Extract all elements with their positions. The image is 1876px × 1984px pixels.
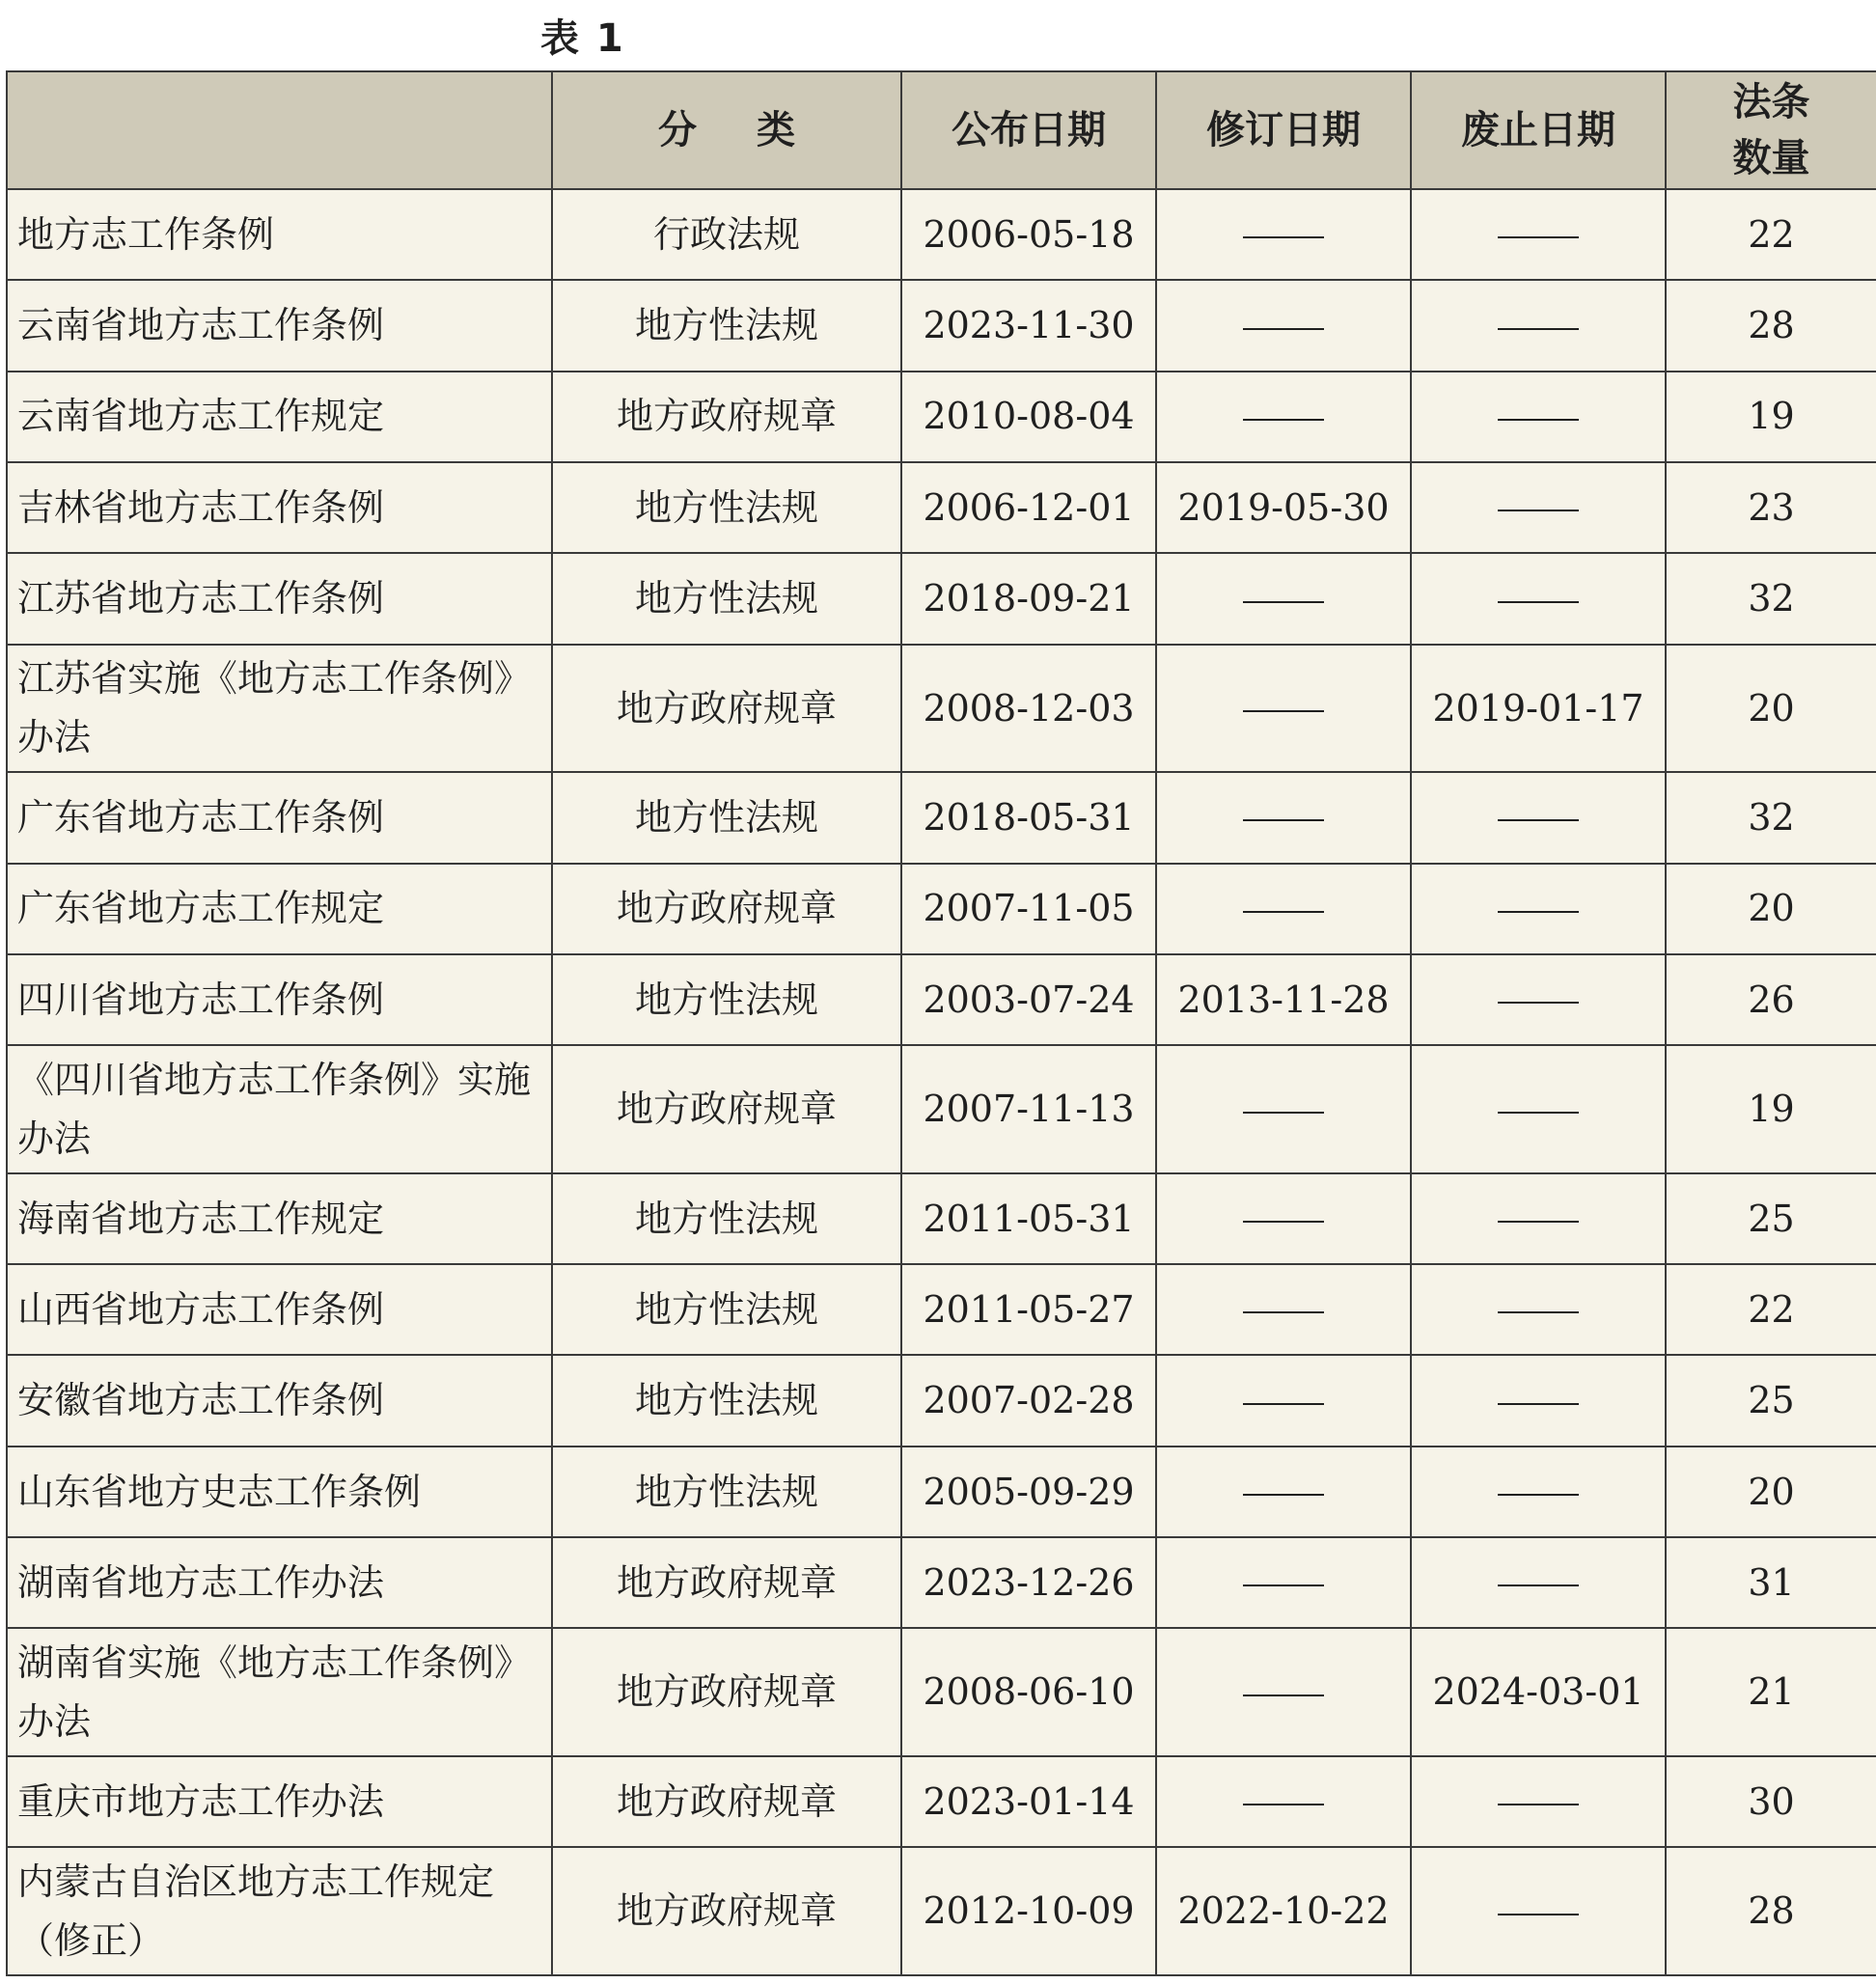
cell-name: 云南省地方志工作条例: [7, 280, 552, 371]
table-row: [7, 280, 1876, 371]
empty-dash: [1243, 1221, 1324, 1223]
empty-dash: [1498, 510, 1579, 511]
cell-published-date: 2008-06-10: [901, 1628, 1156, 1756]
cell-article-count: 19: [1666, 372, 1876, 462]
header-name: [7, 71, 552, 189]
empty-dash: [1498, 236, 1579, 238]
cell-article-count: 19: [1666, 1045, 1876, 1173]
cell-name: 山西省地方志工作条例: [7, 1264, 552, 1355]
cell-repealed-date: [1411, 1264, 1666, 1355]
empty-dash: [1243, 911, 1324, 913]
cell-published-date: 2007-02-28: [901, 1355, 1156, 1446]
cell-revised-date: [1156, 553, 1411, 644]
cell-revised-date: 2013-11-28: [1156, 954, 1411, 1045]
table-row: [7, 1447, 1876, 1537]
empty-dash: [1498, 1311, 1579, 1313]
header-article-count-line1: 法条: [1732, 80, 1810, 124]
cell-article-count: 31: [1666, 1537, 1876, 1628]
cell-category: 地方政府规章: [552, 372, 901, 462]
table-title: 表 1: [540, 16, 625, 61]
table-row: [7, 462, 1876, 553]
cell-revised-date: [1156, 772, 1411, 863]
cell-published-date: 2011-05-27: [901, 1264, 1156, 1355]
header-published-date: 公布日期: [901, 71, 1156, 189]
empty-dash: [1243, 1695, 1324, 1696]
empty-dash: [1498, 1914, 1579, 1915]
cell-article-count: 20: [1666, 645, 1876, 773]
table-row: [7, 553, 1876, 644]
cell-category: 地方性法规: [552, 553, 901, 644]
cell-repealed-date: [1411, 462, 1666, 553]
cell-repealed-date: [1411, 1756, 1666, 1847]
cell-published-date: 2023-01-14: [901, 1756, 1156, 1847]
header-article-count: [1666, 71, 1876, 189]
cell-published-date: 2007-11-05: [901, 864, 1156, 954]
empty-dash: [1243, 328, 1324, 330]
header-category-label: 分 类: [658, 108, 818, 152]
cell-article-count: 32: [1666, 772, 1876, 863]
cell-article-count: 22: [1666, 189, 1876, 280]
cell-category: 地方政府规章: [552, 1628, 901, 1756]
empty-dash: [1243, 1403, 1324, 1405]
table-row: [7, 954, 1876, 1045]
cell-name: 内蒙古自治区地方志工作规定（修正）: [7, 1847, 552, 1975]
table-row: [7, 772, 1876, 863]
cell-article-count: 28: [1666, 280, 1876, 371]
cell-name: 广东省地方志工作条例: [7, 772, 552, 863]
cell-revised-date: 2019-05-30: [1156, 462, 1411, 553]
cell-repealed-date: [1411, 864, 1666, 954]
table-row: [7, 1045, 1876, 1173]
cell-repealed-date: [1411, 1173, 1666, 1264]
cell-name: 江苏省实施《地方志工作条例》办法: [7, 645, 552, 773]
cell-repealed-date: [1411, 1847, 1666, 1975]
empty-dash: [1243, 236, 1324, 238]
cell-article-count: 21: [1666, 1628, 1876, 1756]
table-row: [7, 1173, 1876, 1264]
cell-name: 安徽省地方志工作条例: [7, 1355, 552, 1446]
empty-dash: [1498, 1403, 1579, 1405]
cell-article-count: 20: [1666, 864, 1876, 954]
cell-article-count: 23: [1666, 462, 1876, 553]
cell-revised-date: [1156, 1756, 1411, 1847]
cell-published-date: 2023-12-26: [901, 1537, 1156, 1628]
cell-revised-date: [1156, 1264, 1411, 1355]
regulations-table: [6, 70, 1876, 1976]
empty-dash: [1243, 1112, 1324, 1114]
cell-published-date: 2007-11-13: [901, 1045, 1156, 1173]
cell-revised-date: [1156, 1537, 1411, 1628]
cell-category: 地方性法规: [552, 1447, 901, 1537]
empty-dash: [1498, 1804, 1579, 1805]
cell-category: 地方性法规: [552, 1355, 901, 1446]
cell-name: 广东省地方志工作规定: [7, 864, 552, 954]
cell-name: 海南省地方志工作规定: [7, 1173, 552, 1264]
cell-repealed-date: [1411, 189, 1666, 280]
cell-article-count: 22: [1666, 1264, 1876, 1355]
header-revised-date: 修订日期: [1156, 71, 1411, 189]
empty-dash: [1498, 1112, 1579, 1114]
header-category: [552, 71, 901, 189]
cell-published-date: 2003-07-24: [901, 954, 1156, 1045]
empty-dash: [1498, 819, 1579, 821]
cell-name: 《四川省地方志工作条例》实施办法: [7, 1045, 552, 1173]
cell-repealed-date: 2024-03-01: [1411, 1628, 1666, 1756]
cell-repealed-date: [1411, 1355, 1666, 1446]
cell-name: 四川省地方志工作条例: [7, 954, 552, 1045]
cell-revised-date: 2022-10-22: [1156, 1847, 1411, 1975]
cell-category: 地方性法规: [552, 1264, 901, 1355]
empty-dash: [1243, 819, 1324, 821]
empty-dash: [1243, 601, 1324, 603]
table-row: [7, 1355, 1876, 1446]
cell-category: 地方政府规章: [552, 645, 901, 773]
cell-revised-date: [1156, 1045, 1411, 1173]
table-row: [7, 189, 1876, 280]
empty-dash: [1498, 1221, 1579, 1223]
cell-name: 重庆市地方志工作办法: [7, 1756, 552, 1847]
cell-published-date: 2008-12-03: [901, 645, 1156, 773]
cell-revised-date: [1156, 1447, 1411, 1537]
cell-name: 地方志工作条例: [7, 189, 552, 280]
cell-category: 行政法规: [552, 189, 901, 280]
cell-repealed-date: [1411, 1045, 1666, 1173]
cell-published-date: 2018-05-31: [901, 772, 1156, 863]
cell-article-count: 28: [1666, 1847, 1876, 1975]
empty-dash: [1498, 1494, 1579, 1496]
empty-dash: [1243, 1804, 1324, 1805]
cell-revised-date: [1156, 1355, 1411, 1446]
cell-category: 地方政府规章: [552, 1537, 901, 1628]
cell-article-count: 32: [1666, 553, 1876, 644]
cell-category: 地方政府规章: [552, 1756, 901, 1847]
cell-revised-date: [1156, 645, 1411, 773]
empty-dash: [1243, 419, 1324, 421]
table-row: [7, 645, 1876, 773]
empty-dash: [1498, 601, 1579, 603]
cell-repealed-date: [1411, 372, 1666, 462]
cell-repealed-date: [1411, 280, 1666, 371]
cell-repealed-date: [1411, 954, 1666, 1045]
cell-article-count: 25: [1666, 1355, 1876, 1446]
empty-dash: [1243, 1584, 1324, 1586]
header-repealed-date: 废止日期: [1411, 71, 1666, 189]
cell-published-date: 2005-09-29: [901, 1447, 1156, 1537]
cell-repealed-date: [1411, 553, 1666, 644]
cell-name: 湖南省实施《地方志工作条例》办法: [7, 1628, 552, 1756]
cell-name: 江苏省地方志工作条例: [7, 553, 552, 644]
empty-dash: [1243, 1494, 1324, 1496]
cell-revised-date: [1156, 189, 1411, 280]
table-row: [7, 1264, 1876, 1355]
cell-article-count: 25: [1666, 1173, 1876, 1264]
cell-published-date: 2018-09-21: [901, 553, 1156, 644]
table-row: [7, 372, 1876, 462]
cell-repealed-date: [1411, 772, 1666, 863]
cell-name: 湖南省地方志工作办法: [7, 1537, 552, 1628]
table-row: [7, 864, 1876, 954]
cell-repealed-date: [1411, 1537, 1666, 1628]
cell-category: 地方性法规: [552, 462, 901, 553]
empty-dash: [1498, 1584, 1579, 1586]
table-body: [7, 189, 1876, 1975]
cell-name: 云南省地方志工作规定: [7, 372, 552, 462]
cell-name: 山东省地方史志工作条例: [7, 1447, 552, 1537]
cell-revised-date: [1156, 372, 1411, 462]
cell-published-date: 2012-10-09: [901, 1847, 1156, 1975]
cell-article-count: 26: [1666, 954, 1876, 1045]
cell-category: 地方政府规章: [552, 864, 901, 954]
cell-published-date: 2010-08-04: [901, 372, 1156, 462]
header-row: [7, 71, 1876, 189]
cell-published-date: 2006-12-01: [901, 462, 1156, 553]
empty-dash: [1498, 328, 1579, 330]
empty-dash: [1498, 911, 1579, 913]
cell-category: 地方政府规章: [552, 1045, 901, 1173]
cell-revised-date: [1156, 1173, 1411, 1264]
cell-revised-date: [1156, 280, 1411, 371]
cell-revised-date: [1156, 864, 1411, 954]
empty-dash: [1498, 419, 1579, 421]
empty-dash: [1243, 710, 1324, 712]
table-row: [7, 1756, 1876, 1847]
cell-name: 吉林省地方志工作条例: [7, 462, 552, 553]
cell-category: 地方政府规章: [552, 1847, 901, 1975]
table-row: [7, 1847, 1876, 1975]
cell-article-count: 20: [1666, 1447, 1876, 1537]
cell-article-count: 30: [1666, 1756, 1876, 1847]
cell-published-date: 2006-05-18: [901, 189, 1156, 280]
cell-category: 地方性法规: [552, 280, 901, 371]
header-article-count-line2: 数量: [1732, 136, 1810, 180]
cell-repealed-date: [1411, 1447, 1666, 1537]
cell-revised-date: [1156, 1628, 1411, 1756]
table-row: [7, 1628, 1876, 1756]
cell-category: 地方性法规: [552, 954, 901, 1045]
cell-published-date: 2023-11-30: [901, 280, 1156, 371]
table-row: [7, 1537, 1876, 1628]
cell-repealed-date: 2019-01-17: [1411, 645, 1666, 773]
empty-dash: [1498, 1002, 1579, 1004]
cell-category: 地方性法规: [552, 1173, 901, 1264]
cell-category: 地方性法规: [552, 772, 901, 863]
cell-published-date: 2011-05-31: [901, 1173, 1156, 1264]
empty-dash: [1243, 1311, 1324, 1313]
